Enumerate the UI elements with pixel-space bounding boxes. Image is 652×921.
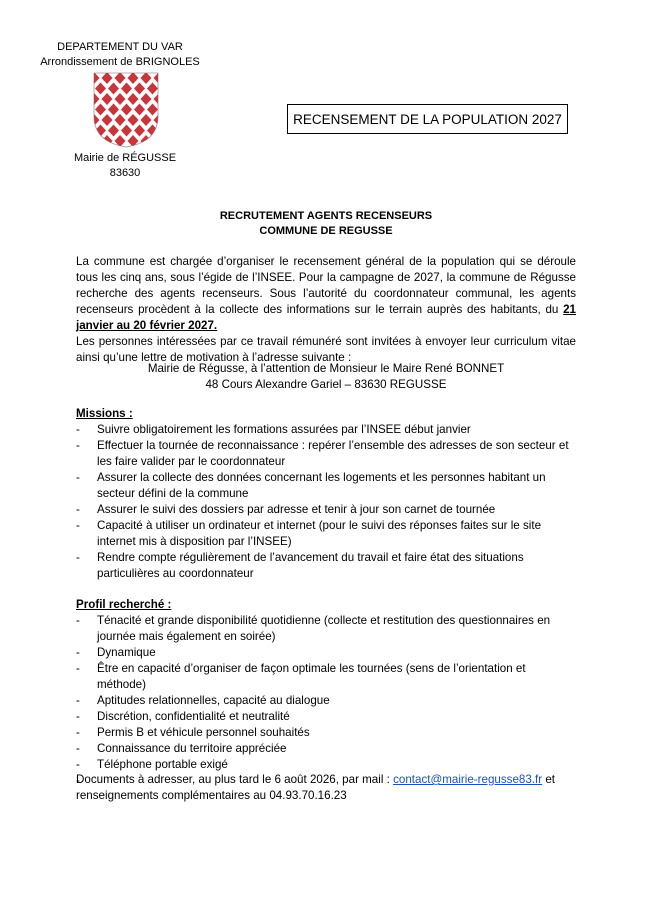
mission-item: - Rendre compte régulièrement de l’avancement du travail et faire état des situations particulières au coordonnateur (76, 550, 576, 582)
profile-item: - Permis B et véhicule personnel souhaités (76, 725, 576, 741)
missions-section (76, 406, 576, 582)
campaign-dates: 21 janvier au 20 février 2027. (76, 303, 576, 332)
lozenge (93, 135, 100, 147)
missions-list (76, 422, 576, 582)
recruitment-line-2: COMMUNE DE REGUSSE (259, 225, 393, 237)
department-name: DEPARTEMENT DU VAR (57, 41, 183, 53)
profile-title: Profil recherché : (76, 598, 172, 611)
coat-of-arms-icon (93, 72, 159, 148)
intro-body: La commune est chargée d’organiser le recensement général de la population qui se déroule tous les cinq ans, sous l’égide de l’INSEE. Pour la campagne de 2027, la commune de Régusse recherche des agents recenseurs. Sous l’autorité du coordonnateur communal, les agents recenseurs procèdent à la collecte des informations sur le terrain auprès des habitants, du (76, 255, 576, 316)
lozenge (154, 135, 160, 147)
recruitment-heading (150, 209, 502, 239)
mission-item: - Capacité à utiliser un ordinateur et internet (pour le suivi des réponses faites sur le site internet mis à disposition par l’INSEE) (76, 518, 576, 550)
profile-list (76, 613, 576, 789)
profile-section (76, 597, 576, 789)
address-line-2: 48 Cours Alexandre Gariel – 83630 REGUSSE (205, 378, 447, 391)
footer-text (76, 772, 576, 804)
postal-address (76, 361, 576, 393)
mission-item: - Suivre obligatoirement les formations assurées par l’INSEE début janvier (76, 422, 576, 438)
footer-outro: et renseignements complémentaires au 04.93.70.16.23 (76, 773, 555, 802)
document-title: RECENSEMENT DE LA POPULATION 2027 (293, 111, 562, 127)
profile-item: - Discrétion, confidentialité et neutralité (76, 709, 576, 725)
mairie-name: Mairie de RÉGUSSE (73, 152, 177, 164)
mission-item: - Effectuer la tournée de reconnaissance : repérer l’ensemble des adresses de son secteur et les faire valider par le coordonnateur (76, 438, 576, 470)
intro-paragraph-1 (76, 254, 576, 334)
address-line-1: Mairie de Régusse, à l’attention de Monsieur le Maire René BONNET (147, 362, 505, 375)
profile-item: - Connaissance du territoire appréciée (76, 741, 576, 757)
document-title-box (287, 104, 568, 134)
profile-item: - Téléphone portable exigé (76, 757, 576, 773)
department-header (40, 40, 200, 70)
mission-item: - Assurer la collecte des données concernant les logements et les personnes habitant un secteur défini de la commune (76, 470, 576, 502)
profile-item: - Être en capacité d’organiser de façon optimale les tournées (sens de l’orientation et méthode) (76, 661, 576, 693)
postal-code: 83630 (109, 167, 141, 179)
recruitment-line-1: RECRUTEMENT AGENTS RECENSEURS (219, 210, 433, 222)
profile-item: - Ténacité et grande disponibilité quotidienne (collecte et restitution des questionnaires en journée mais également en soirée) (76, 613, 576, 645)
intro-paragraph-2: Les personnes intéressées par ce travail rémunéré sont invitées à envoyer leur curriculum vitae ainsi qu’une lettre de motivation à l’adresse suivante : (76, 335, 576, 364)
contact-email-link[interactable]: contact@mairie-regusse83.fr (393, 773, 543, 786)
profile-item: - Dynamique (76, 645, 576, 661)
mairie-block (55, 151, 195, 181)
arrondissement-name: Arrondissement de BRIGNOLES (40, 56, 200, 68)
footer-intro: Documents à adresser, au plus tard le 6 août 2026, par mail : (76, 773, 394, 786)
mission-item: - Assurer le suivi des dossiers par adresse et tenir à jour son carnet de tournée (76, 502, 576, 518)
intro-text (76, 254, 576, 366)
missions-title: Missions : (76, 407, 133, 420)
profile-item: - Aptitudes relationnelles, capacité au dialogue (76, 693, 576, 709)
